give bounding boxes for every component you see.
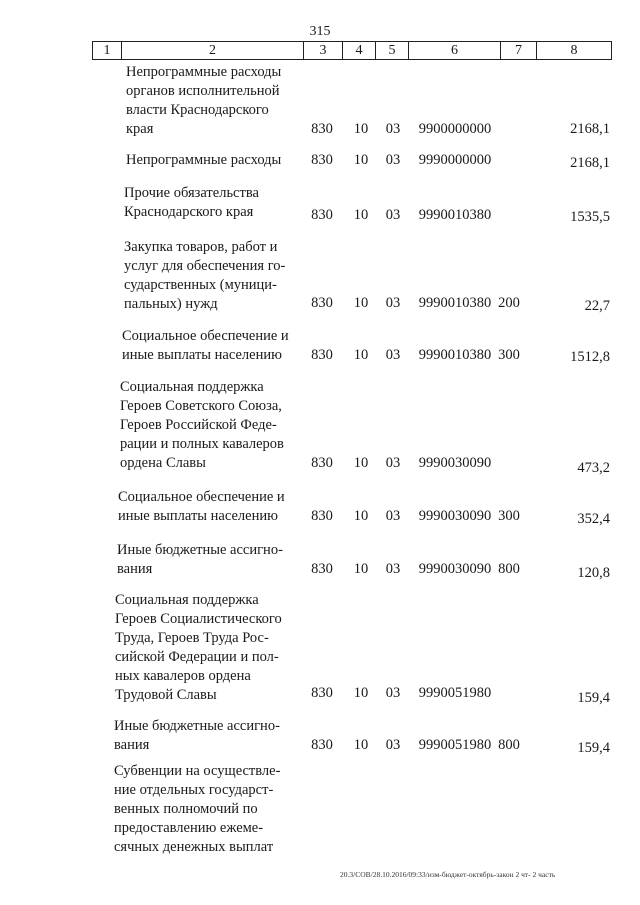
column-header-5: 5 xyxy=(375,41,409,60)
cell-expense-type: 200 xyxy=(498,295,520,311)
row-label-line: края xyxy=(126,121,154,137)
cell-subsection: 03 xyxy=(385,685,401,701)
cell-section: 10 xyxy=(353,685,369,701)
cell-expense-type: 300 xyxy=(498,508,520,524)
cell-target: 9990051980 xyxy=(418,685,492,701)
row-label-line: рации и полных кавалеров xyxy=(120,436,284,452)
cell-section: 10 xyxy=(353,508,369,524)
document-footer: 20.3/СОВ/28.10.2016/09:33/изм-бюджет-октябрь-закон 2 чт- 2 часть xyxy=(340,870,556,879)
row-label xyxy=(126,63,312,139)
cell-subsection: 03 xyxy=(385,561,401,577)
cell-amount: 2168,1 xyxy=(570,121,610,137)
column-header-4: 4 xyxy=(342,41,376,60)
row-label-line: ных кавалеров ордена xyxy=(115,668,251,684)
row-label-line: ние отдельных государст- xyxy=(114,782,274,798)
row-label-line: венных полномочий по xyxy=(114,801,258,817)
row-label-line: сийской Федерации и пол- xyxy=(115,649,279,665)
cell-amount: 473,2 xyxy=(577,460,610,476)
cell-ministry: 830 xyxy=(311,347,333,363)
cell-section: 10 xyxy=(353,455,369,471)
page-number: 315 xyxy=(309,24,331,39)
row-label-line: органов исполнительной xyxy=(126,83,280,99)
cell-ministry: 830 xyxy=(311,121,333,137)
cell-amount: 22,7 xyxy=(584,298,610,314)
row-label xyxy=(122,327,308,365)
row-label-line: сячных денежных выплат xyxy=(114,839,274,855)
row-label xyxy=(124,184,310,222)
cell-target: 9990000000 xyxy=(418,152,492,168)
cell-section: 10 xyxy=(353,121,369,137)
row-label-line: сударственных (муници- xyxy=(124,277,277,293)
row-label xyxy=(117,541,303,579)
row-label-line: Непрограммные расходы xyxy=(126,152,282,168)
cell-target: 9990010380 xyxy=(418,207,492,223)
cell-expense-type: 300 xyxy=(498,347,520,363)
row-label xyxy=(114,762,300,857)
cell-target: 9990030090 xyxy=(418,561,492,577)
row-label-line: ордена Славы xyxy=(120,455,206,471)
cell-subsection: 03 xyxy=(385,508,401,524)
cell-amount: 352,4 xyxy=(577,511,610,527)
cell-subsection: 03 xyxy=(385,737,401,753)
cell-amount: 159,4 xyxy=(577,690,610,706)
column-header-8: 8 xyxy=(536,41,612,60)
cell-section: 10 xyxy=(353,737,369,753)
row-label-line: Непрограммные расходы xyxy=(126,64,282,80)
cell-amount: 1512,8 xyxy=(570,349,610,365)
row-label-line: Социальная поддержка xyxy=(115,592,259,608)
cell-expense-type: 800 xyxy=(498,561,520,577)
row-label-line: Иные бюджетные ассигно- xyxy=(114,718,280,734)
row-label-line: Труда, Героев Труда Рос- xyxy=(115,630,269,646)
cell-target: 9990010380 xyxy=(418,347,492,363)
row-label-line: власти Краснодарского xyxy=(126,102,269,118)
cell-expense-type: 800 xyxy=(498,737,520,753)
cell-target: 9990010380 xyxy=(418,295,492,311)
cell-target: 9990030090 xyxy=(418,455,492,471)
column-header-3: 3 xyxy=(303,41,343,60)
row-label xyxy=(120,378,306,473)
column-header-6: 6 xyxy=(408,41,501,60)
cell-amount: 159,4 xyxy=(577,740,610,756)
cell-section: 10 xyxy=(353,561,369,577)
cell-subsection: 03 xyxy=(385,295,401,311)
cell-subsection: 03 xyxy=(385,207,401,223)
row-label-line: услуг для обеспечения го- xyxy=(124,258,286,274)
cell-ministry: 830 xyxy=(311,508,333,524)
cell-subsection: 03 xyxy=(385,455,401,471)
cell-section: 10 xyxy=(353,207,369,223)
row-label xyxy=(118,488,304,526)
row-label-line: Героев Российской Феде- xyxy=(120,417,277,433)
row-label xyxy=(114,717,300,755)
cell-ministry: 830 xyxy=(311,685,333,701)
cell-target: 9990030090 xyxy=(418,508,492,524)
cell-subsection: 03 xyxy=(385,152,401,168)
row-label-line: пальных) нужд xyxy=(124,296,218,312)
cell-section: 10 xyxy=(353,152,369,168)
cell-ministry: 830 xyxy=(311,455,333,471)
cell-ministry: 830 xyxy=(311,561,333,577)
row-label-line: иные выплаты населению xyxy=(118,508,278,524)
row-label-line: Социальное обеспечение и xyxy=(118,489,285,505)
cell-subsection: 03 xyxy=(385,121,401,137)
row-label-line: Героев Советского Союза, xyxy=(120,398,282,414)
column-header-7: 7 xyxy=(500,41,537,60)
row-label-line: Субвенции на осуществле- xyxy=(114,763,281,779)
column-header-1: 1 xyxy=(92,41,122,60)
row-label-line: Героев Социалистического xyxy=(115,611,282,627)
cell-subsection: 03 xyxy=(385,347,401,363)
cell-section: 10 xyxy=(353,295,369,311)
row-label-line: Краснодарского края xyxy=(124,204,254,220)
row-label-line: вания xyxy=(114,737,150,753)
row-label-line: Закупка товаров, работ и xyxy=(124,239,278,255)
row-label-line: предоставлению ежеме- xyxy=(114,820,264,836)
row-label-line: Социальная поддержка xyxy=(120,379,264,395)
row-label-line: иные выплаты населению xyxy=(122,347,282,363)
cell-ministry: 830 xyxy=(311,295,333,311)
row-label xyxy=(115,591,301,705)
row-label xyxy=(126,151,312,170)
cell-target: 9900000000 xyxy=(418,121,492,137)
row-label-line: Социальное обеспечение и xyxy=(122,328,289,344)
cell-amount: 120,8 xyxy=(577,565,610,581)
cell-ministry: 830 xyxy=(311,207,333,223)
cell-amount: 2168,1 xyxy=(570,155,610,171)
row-label xyxy=(124,238,310,314)
row-label-line: Трудовой Славы xyxy=(115,687,217,703)
cell-ministry: 830 xyxy=(311,737,333,753)
row-label-line: вания xyxy=(117,561,153,577)
cell-target: 9990051980 xyxy=(418,737,492,753)
cell-ministry: 830 xyxy=(311,152,333,168)
column-header-2: 2 xyxy=(121,41,304,60)
cell-section: 10 xyxy=(353,347,369,363)
row-label-line: Прочие обязательства xyxy=(124,185,259,201)
cell-amount: 1535,5 xyxy=(570,209,610,225)
row-label-line: Иные бюджетные ассигно- xyxy=(117,542,283,558)
